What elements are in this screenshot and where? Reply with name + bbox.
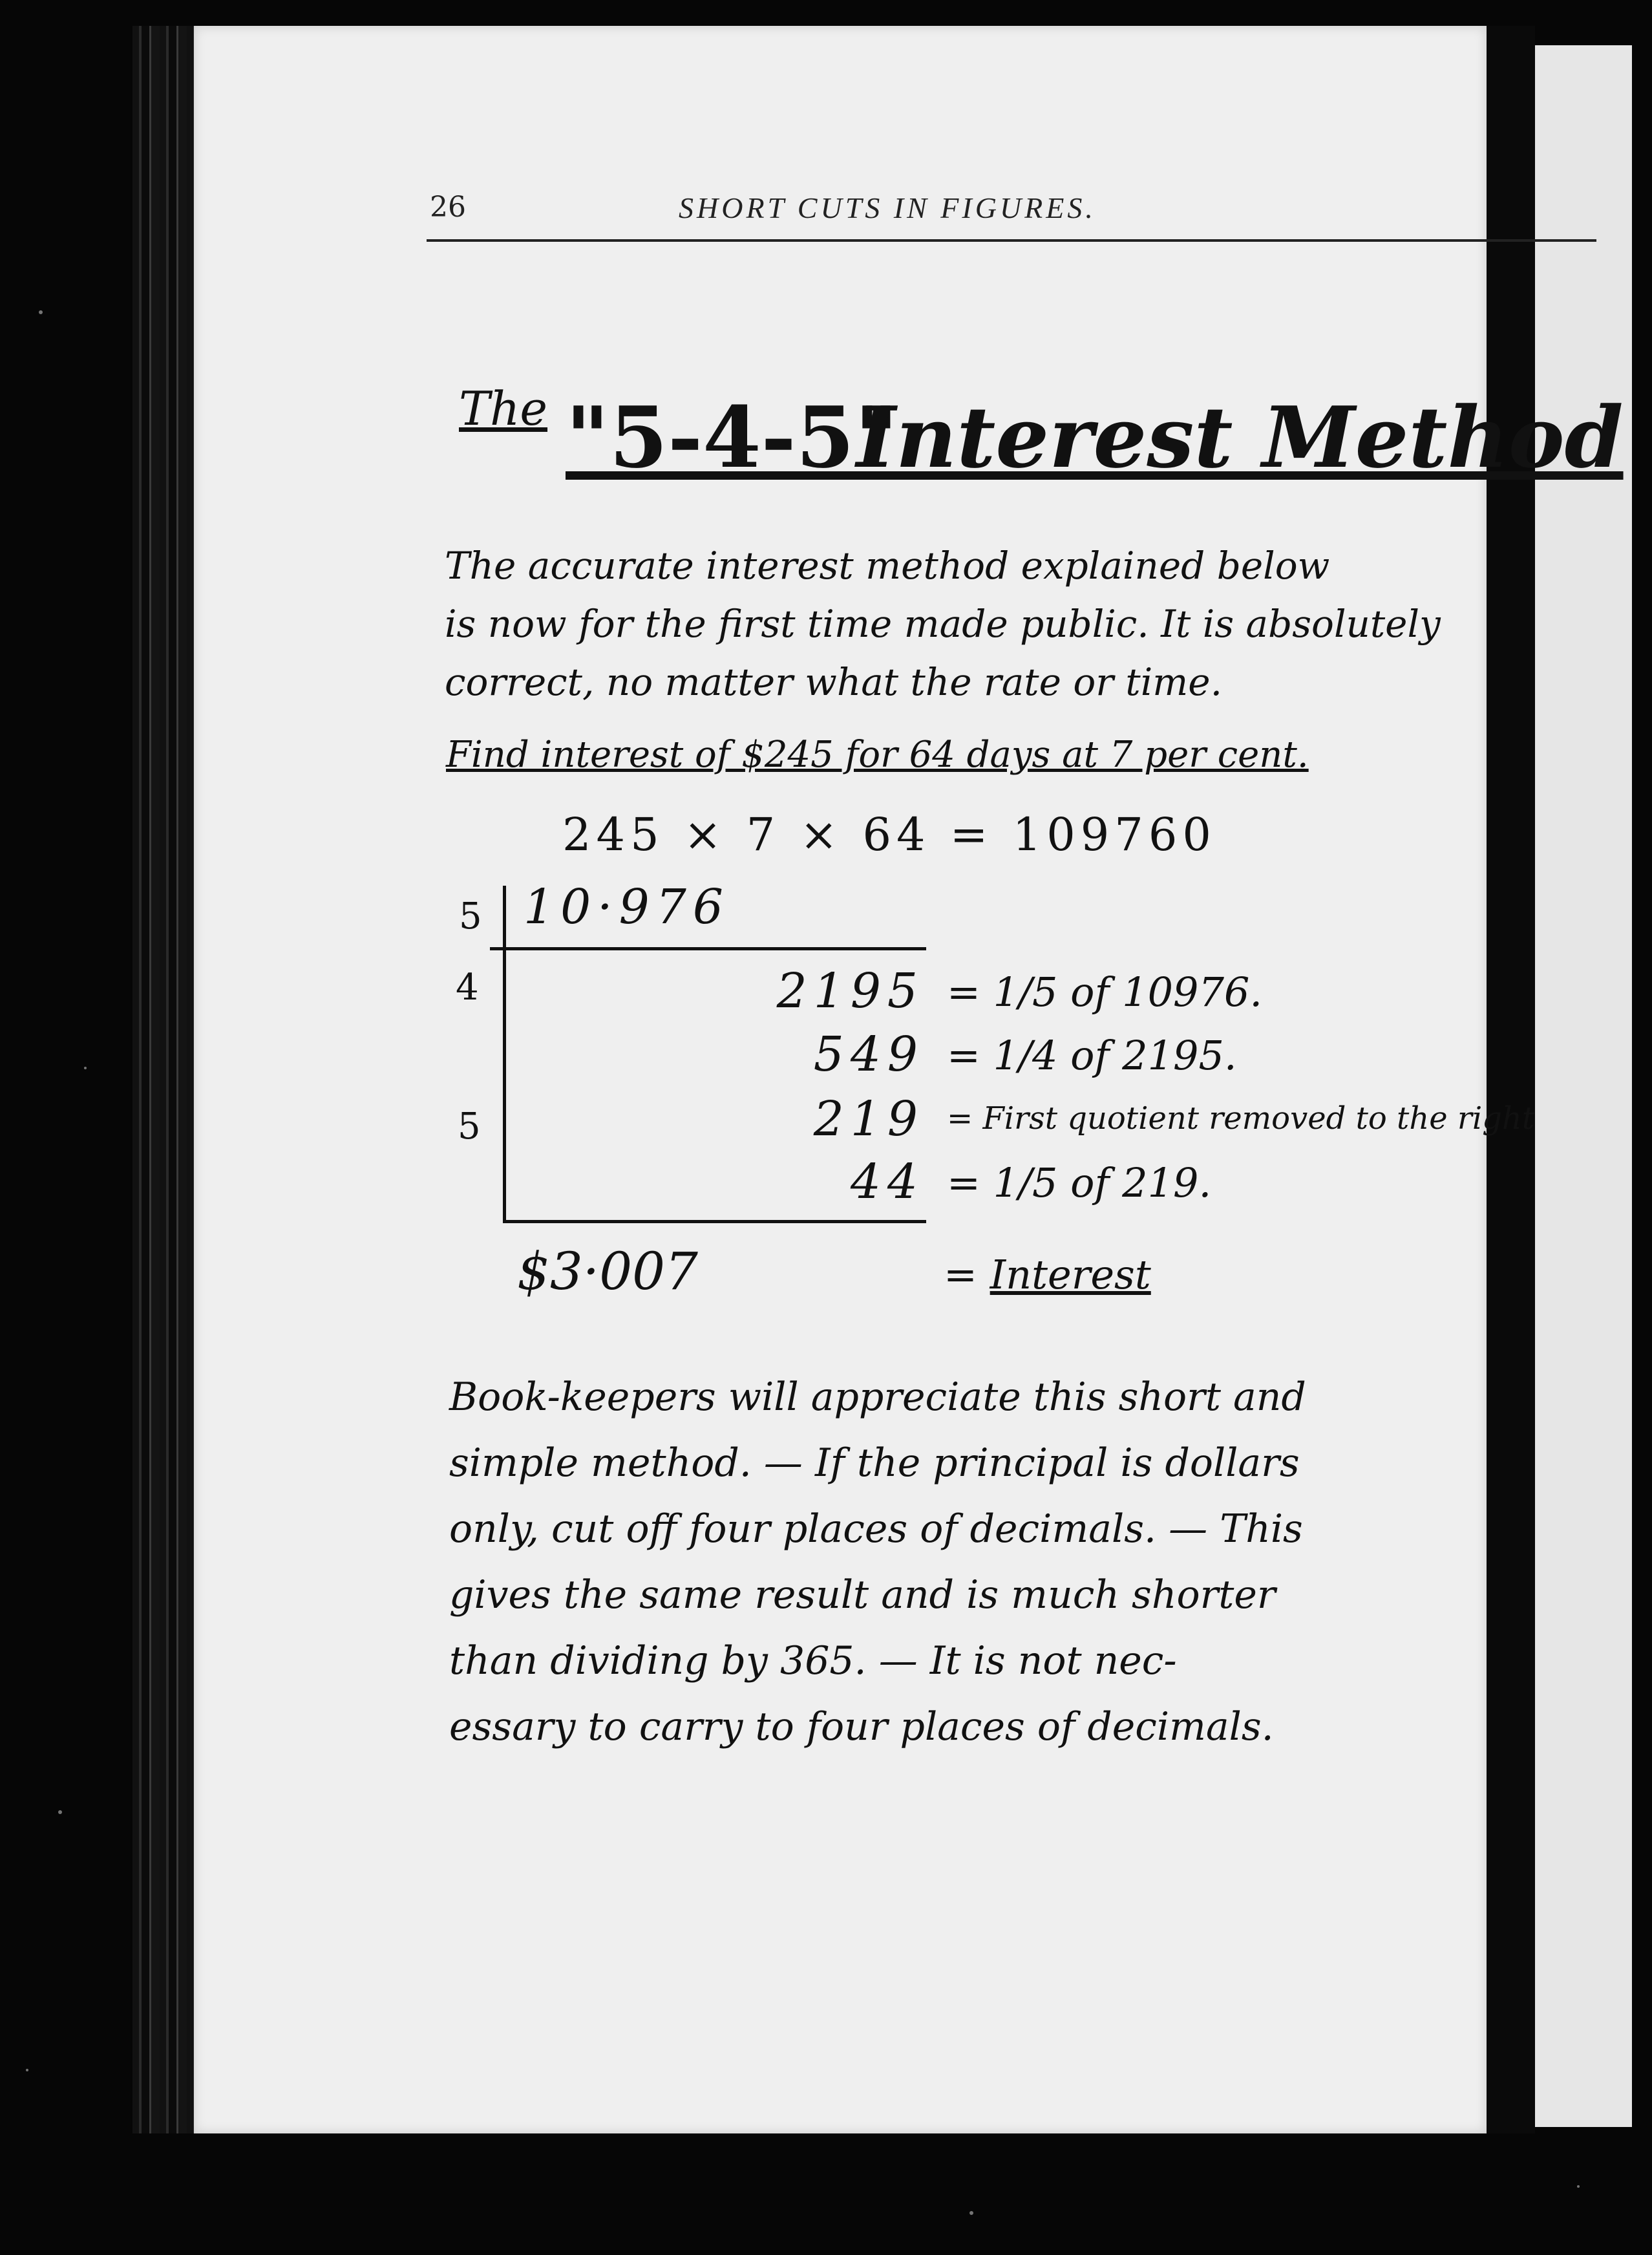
intro-line: correct, no matter what the rate or time. (445, 660, 1223, 704)
closing-line: Book-keepers will appreciate this short and (449, 1374, 1306, 1420)
division-bracket (503, 886, 506, 1223)
division-rule (490, 947, 926, 950)
heading-method: Interest Method (856, 388, 1624, 487)
closing-line: only, cut off four places of decimals. — This (449, 1506, 1303, 1552)
quotient-value: 44 (850, 1154, 924, 1210)
quotient-value: 549 (813, 1027, 924, 1082)
dust-speck (39, 310, 43, 314)
dust-speck (1577, 2185, 1580, 2188)
page-number: 26 (430, 191, 466, 224)
book-page (194, 26, 1624, 2133)
interest-result-label (944, 1251, 1151, 1298)
intro-paragraph (445, 537, 1441, 711)
quotient-note: = First quotient removed to the right (947, 1100, 1535, 1137)
interest-result: $3·007 (517, 1241, 698, 1301)
page-heading (459, 362, 1624, 491)
quotient-value: 2195 (776, 963, 924, 1019)
calculation: 245 × 7 × 64 = 109760 (562, 808, 1216, 861)
running-head (194, 191, 1487, 236)
dust-speck (58, 1810, 62, 1814)
closing-line: than dividing by 365. — It is not nec- (449, 1638, 1177, 1683)
intro-line: is now for the first time made public. It is absolutely (445, 602, 1441, 646)
heading-the: The (459, 381, 548, 436)
quotient-note: = 1/5 of 10976. (947, 968, 1263, 1016)
intro-line: The accurate interest method explained below (445, 544, 1330, 588)
header-rule (427, 239, 1596, 242)
running-head-title: SHORT CUTS IN FIGURES. (679, 191, 1096, 224)
dust-speck (26, 2069, 28, 2071)
divisor: 5 (458, 1106, 481, 1148)
dividend: 10·976 (524, 879, 730, 935)
quotient-note: = 1/4 of 2195. (947, 1032, 1237, 1079)
closing-line: gives the same result and is much shorter (449, 1572, 1276, 1618)
division-rule (503, 1220, 926, 1223)
quotient-value: 219 (813, 1091, 924, 1147)
book-binding (132, 26, 197, 2133)
divisor: 5 (459, 895, 482, 937)
closing-line: simple method. — If the principal is dollars (449, 1440, 1300, 1486)
heading-number: "5-4-5" (566, 388, 898, 487)
closing-line: essary to carry to four places of decimals. (449, 1704, 1274, 1749)
quotient-note: = 1/5 of 219. (947, 1159, 1212, 1206)
dust-speck (969, 2211, 973, 2215)
facing-page-edge (1535, 45, 1632, 2127)
gutter-shadow (1487, 26, 1535, 2133)
dust-speck (84, 1067, 87, 1069)
interest-label: Interest (990, 1251, 1151, 1298)
divisor: 4 (456, 967, 479, 1009)
closing-paragraph (449, 1364, 1306, 1760)
problem-statement: Find interest of $245 for 64 days at 7 per cent. (446, 734, 1309, 776)
equals-sign: = (944, 1251, 977, 1298)
